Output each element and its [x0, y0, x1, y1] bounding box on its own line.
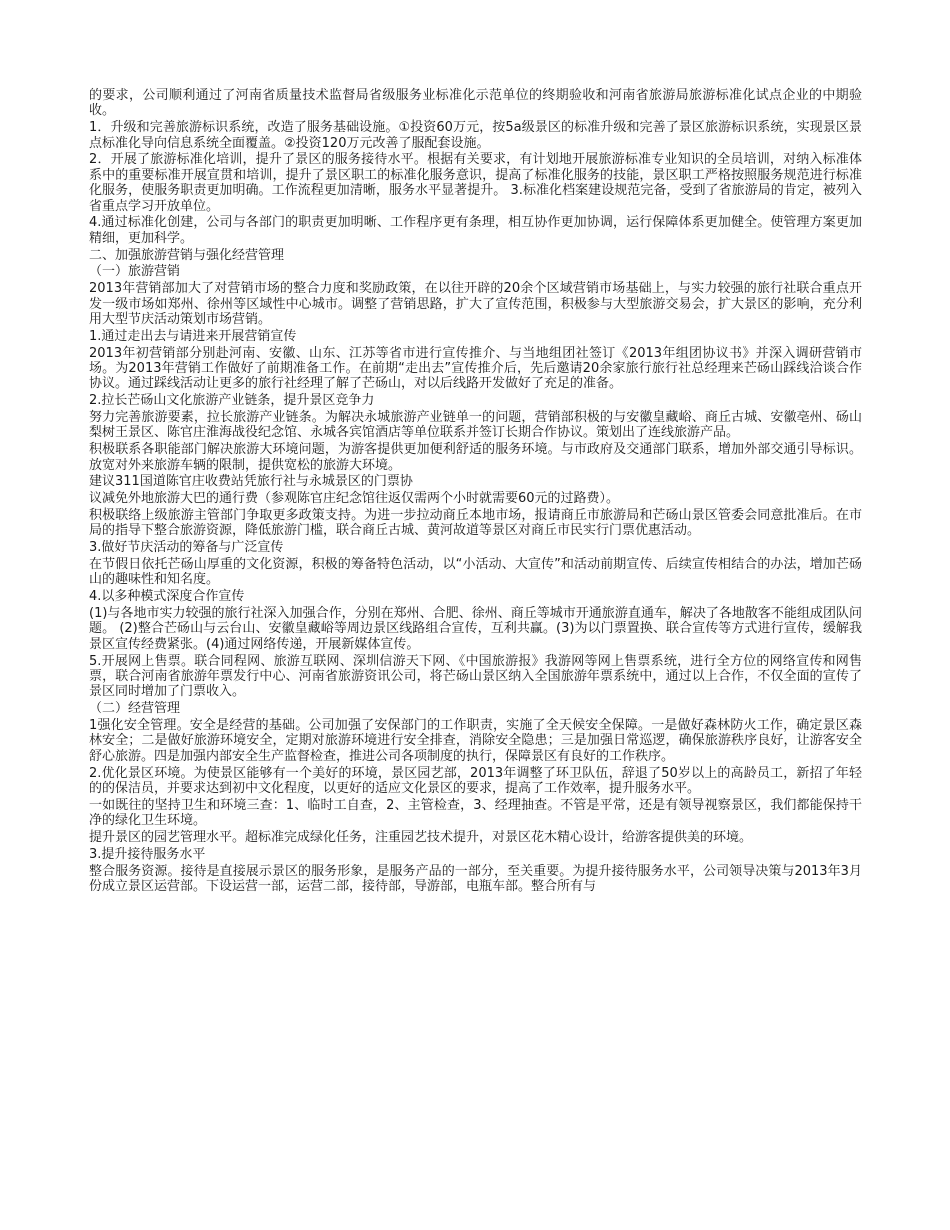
- paragraph-3: 2．开展了旅游标准化培训，提升了景区的服务接待水平。根据有关要求，有计划地开展旅游标准专业知识的全员培训，对纳入标准体系中的重要标准开展宣贯和培训，提升了景区职工的标准化服务意识，提高了标准化服务的技能，景区职工严格按照服务规范进行标准化服务，使服务职责更加明确。工作流程更加清晰，服务水平显著提升。 3.标准化档案建设规范完备，受到了省旅游局的肯定，被列入省重点学习开放单位。: [89, 152, 862, 214]
- item-heading-2: 2.拉长芒砀山文化旅游产业链条，提升景区竞争力: [89, 393, 375, 409]
- section-heading-2: 二、加强旅游营销与强化经营管理: [89, 247, 285, 263]
- paragraph-23: 2.优化景区环境。为使景区能够有一个美好的环境，景区园艺部，2013年调整了环卫队伍，辞退了50岁以上的高龄员工，新招了年轻的的保洁员，并要求达到初中文化程度，以更好的适应文化景区的要求，提高了工作效率，提升服务水平。: [89, 765, 862, 797]
- paragraph-2: 1．升级和完善旅游标识系统，改造了服务基础设施。①投资60万元，按5a级景区的标准升级和完善了景区旅游标识系统，实现景区景点标准化导向信息系统全面覆盖。②投资120万元改善了服配套设施。: [89, 120, 862, 151]
- item-heading-1: 1.通过走出去与请进来开展营销宣传: [89, 328, 297, 344]
- paragraph-13: 建议311国道陈官庄收费站凭旅行社与永城景区的门票协: [89, 474, 413, 490]
- paragraph-20: 5.开展网上售票。联合同程网、旅游互联网、深圳信游天下网、《中国旅游报》我游网等网上售票系统，进行全方位的网络宣传和网售票，联合河南省旅游年票发行中心、河南省旅游资讯公司，将芒砀山景区纳入全国旅游年票系统中，通过以上合作，不仅全面的宣传了景区同时增加了门票收入。: [89, 653, 862, 700]
- paragraph-22: 1强化安全管理。安全是经营的基础。公司加强了安保部门的工作职责，实施了全天候安全保障。一是做好森林防火工作，确定景区森林安全；二是做好旅游环境安全，定期对旅游环境进行安全排查，消除安全隐患；三是加强日常巡逻，确保旅游秩序良好，让游客安全舒心旅游。四是加强内部安全生产监督检查，推进公司各项制度的执行，保障景区有良好的工作秩序。: [89, 718, 862, 764]
- paragraph-24: 一如既往的坚持卫生和环境三查：1、临时工自查，2、主管检查，3、经理抽查。不管是平常，还是有领导视察景区，我们都能保持干净的绿化卫生环境。: [89, 797, 862, 829]
- paragraph-25: 提升景区的园艺管理水平。超标准完成绿化任务，注重园艺技术提升，对景区花木精心设计，给游客提供美的环境。: [89, 830, 753, 846]
- paragraph-11: 努力完善旅游要素，拉长旅游产业链条。为解决永城旅游产业链单一的问题，营销部积极的与安徽皇藏峪、商丘古城、安徽亳州、砀山梨树王景区、陈官庄淮海战役纪念馆、永城各宾馆酒店等单位联系并签订长期合作协议。策划出了连线旅游产品。: [89, 410, 862, 441]
- subsection-heading-management: （二）经营管理: [89, 701, 181, 717]
- paragraph-15: 积极联络上级旅游主管部门争取更多政策支持。为进一步拉动商丘本地市场，报请商丘市旅游局和芒砀山景区管委会同意批准后。在市局的指导下整合旅游资源，降低旅游门槛，联合商丘古城、黄河故道等景区对商丘市民实行门票优惠活动。: [89, 508, 862, 539]
- paragraph-27: 整合服务资源。接待是直接展示景区的服务形象，是服务产品的一部分，至关重要。为提升接待服务水平，公司领导决策与2013年3月份成立景区运营部。下设运营一部，运营二部，接待部，导游部，电瓶车部。整合所有与: [89, 863, 862, 895]
- paragraph-4: 4.通过标准化创建，公司与各部门的职责更加明晰、工作程序更有条理，相互协作更加协调，运行保障体系更加健全。使管理方案更加精细，更加科学。: [89, 215, 862, 246]
- paragraph-14: 议减免外地旅游大巴的通行费（参观陈官庄纪念馆往返仅需两个小时就需要60元的过路费）。: [89, 491, 620, 507]
- item-heading-3: 3.做好节庆活动的筹备与广泛宣传: [89, 540, 284, 556]
- paragraph-9: 2013年初营销部分别赴河南、安徽、山东、江苏等省市进行宣传推介、与当地组团社签订《2013年组团协议书》并深入调研营销市场。为2013年营销工作做好了前期准备工作。在前期“走出去”宣传推介后，先后邀请20余家旅行旅行社总经理来芒砀山踩线洽谈合作协议。通过踩线活动让更多的旅行社经理了解了芒砀山，对以后线路开发做好了充足的准备。: [89, 345, 862, 392]
- paragraph-17: 在节假日依托芒砀山厚重的文化资源，积极的筹备特色活动，以“小活动、大宣传”和活动前期宣传、后续宣传相结合的办法，增加芒砀山的趣味性和知名度。: [89, 557, 862, 588]
- paragraph-1: 的要求，公司顺利通过了河南省质量技术监督局省级服务业标准化示范单位的终期验收和河南省旅游局旅游标准化试点企业的中期验收。: [89, 88, 862, 119]
- item-heading-service: 3.提升接待服务水平: [89, 846, 206, 862]
- paragraph-12: 积极联系各职能部门解决旅游大环境问题，为游客提供更加便利舒适的服务环境。与市政府及交通部门联系，增加外部交通引导标识。放宽对外来旅游车辆的限制，提供宽松的旅游大环境。: [89, 442, 862, 473]
- paragraph-19: (1)与各地市实力较强的旅行社深入加强合作，分别在郑州、合肥、徐州、商丘等城市开通旅游直通车，解决了各地散客不能组成团队问题。 (2)整合芒砀山与云台山、安徽皇藏峪等周边景区线路组合宣传，互利共赢。(3)为以门票置换、联合宣传等方式进行宣传，缓解我景区宣传经费紧张。(4)通过网络传递，开展新媒体宣传。: [89, 606, 862, 652]
- paragraph-7: 2013年营销部加大了对营销市场的整合力度和奖励政策，在以往开辟的20余个区域营销市场基础上，与实力较强的旅行社联合重点开发一级市场如郑州、徐州等区域性中心城市。调整了营销思路，扩大了宣传范围，积极参与大型旅游交易会，扩大景区的影响，充分利用大型节庆活动策划市场营销。: [89, 281, 862, 328]
- subsection-heading-marketing: （一）旅游营销: [89, 264, 181, 280]
- item-heading-4: 4.以多种模式深度合作宣传: [89, 589, 245, 605]
